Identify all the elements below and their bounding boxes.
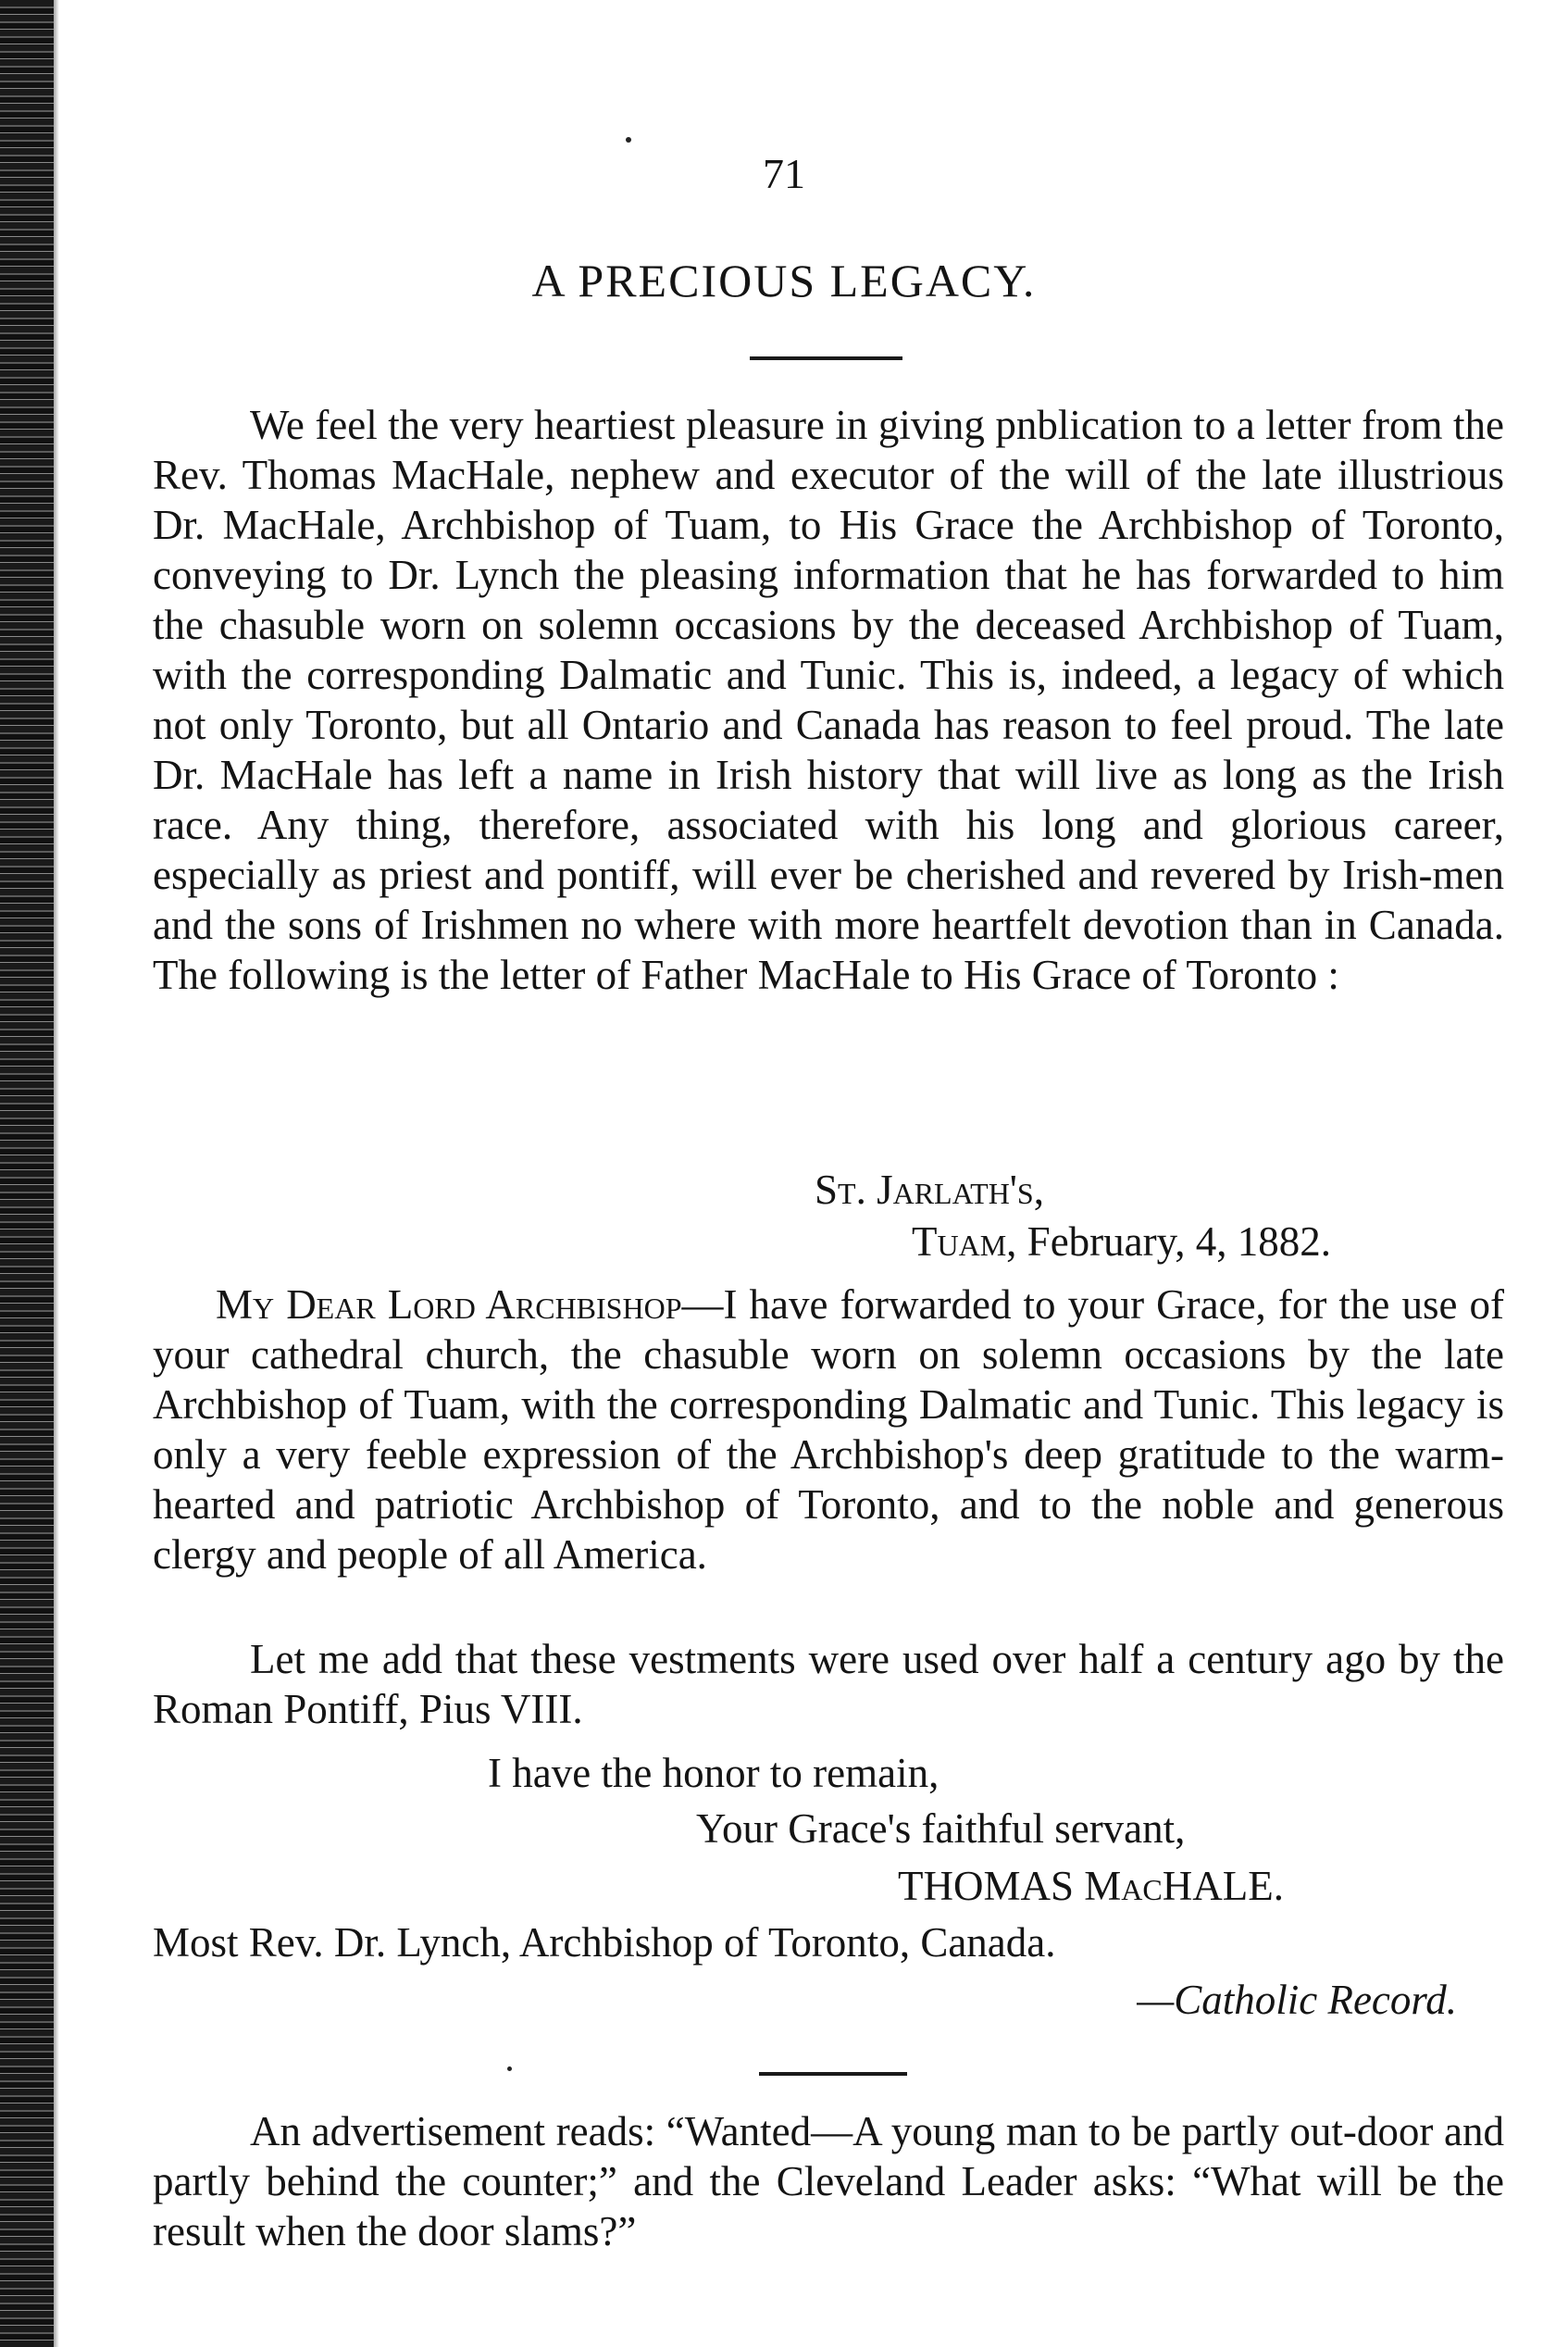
anecdote-paragraph: An advertisement reads: “Wanted—A young man to be partly out-door and partly behind the counter;” and the Cleveland Leader asks: “What will be the result when the door slams?” bbox=[153, 2108, 1504, 2254]
section-divider bbox=[750, 356, 902, 360]
ink-speck bbox=[507, 2066, 512, 2071]
letter-body-text: —I have forwarded to your Grace, for the use of your cathedral church, the chasuble worn on solemn occasions by the late Archbishop of Tuam, with the corresponding Dalmatic and Tunic. This legacy is only a very feeble expression of the Archbishop's deep gratitude to the warm-hearted and patriotic Archbishop of Toronto, and to the noble and generous clergy and people of all America. bbox=[153, 1281, 1504, 1578]
letter-dateline-date bbox=[912, 1217, 1331, 1267]
letter-closing-line-1: I have the honor to remain, bbox=[488, 1750, 940, 1796]
letter-body bbox=[153, 1280, 1504, 1579]
signature-last-name: MacHALE. bbox=[1084, 1863, 1284, 1909]
letter-signature bbox=[898, 1861, 1284, 1911]
letter-postscript: Let me add that these vestments were used over half a century ago by the Roman Pontiff, Pius VIII. bbox=[153, 1636, 1504, 1732]
dateline-place-text: St. Jarlath's, bbox=[815, 1167, 1044, 1213]
letter-addressee: Most Rev. Dr. Lynch, Archbishop of Toronto, Canada. bbox=[153, 1919, 1056, 1966]
letter-salutation: My Dear Lord Archbishop bbox=[216, 1281, 682, 1328]
section-divider bbox=[759, 2072, 907, 2076]
letter-dateline-place bbox=[815, 1165, 1044, 1215]
intro-paragraph: We feel the very heartiest pleasure in giving pnblication to a letter from the Rev. Thomas MacHale, nephew and executor of the will of the late illustrious Dr. MacHale, Archbishop of Tuam, to His Grace the Archbishop of Toronto, conveying to Dr. Lynch the pleasing information that he has forwarded to him the chasuble worn on solemn occasions by the deceased Archbishop of Tuam, with the corresponding Dalmatic and Tunic. This is, indeed, a legacy of which not only Toronto, but all Ontario and Canada has reason to feel proud. The late Dr. MacHale has left a name in Irish history that will live as long as the Irish race. Any thing, therefore, associated with his long and glorious career, especially as priest and pontiff, will ever be cherished and revered by Irish-men and the sons of Irishmen no where with more heartfelt devotion than in Canada. The following is the letter of Father MacHale to His Grace of Toronto : bbox=[153, 402, 1504, 998]
page-number: 71 bbox=[763, 150, 805, 197]
book-binding-edge bbox=[0, 0, 54, 2347]
dateline-city-text: Tuam, bbox=[912, 1218, 1017, 1265]
ink-speck bbox=[626, 137, 631, 143]
dateline-date-text: February, 4, 1882. bbox=[1027, 1218, 1331, 1265]
article-title: A PRECIOUS LEGACY. bbox=[531, 255, 1037, 306]
letter-closing-line-2: Your Grace's faithful servant, bbox=[696, 1805, 1186, 1852]
source-credit: —Catholic Record. bbox=[1137, 1977, 1457, 2023]
signature-first-name: THOMAS bbox=[898, 1863, 1075, 1909]
